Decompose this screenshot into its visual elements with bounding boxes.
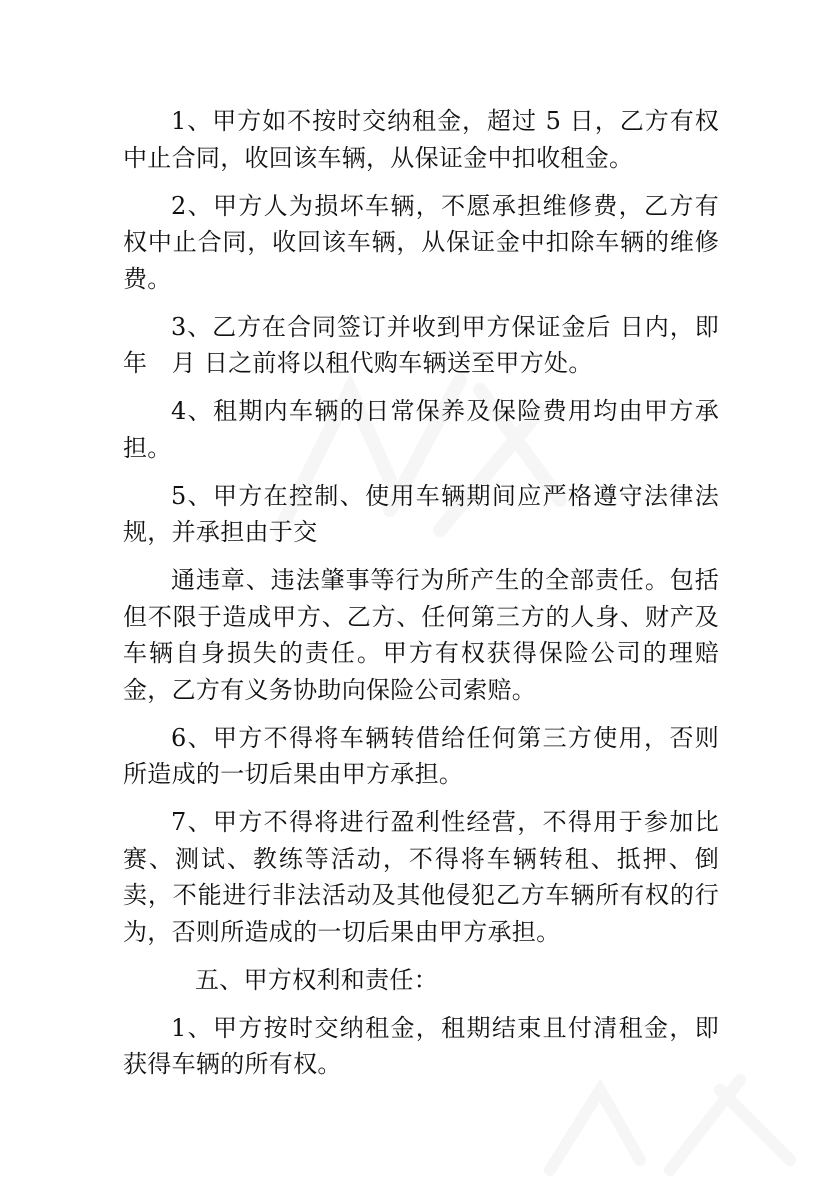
paragraph-clause-7: 7、甲方不得将进行盈利性经营，不得用于参加比赛、测试、教练等活动，不得将车辆转租、抵押、倒卖，不能进行非法活动及其他侵犯乙方车辆所有权的行为，否则所造成的一切后果由甲方承担。 bbox=[123, 808, 719, 946]
paragraph-clause-2: 2、甲方人为损坏车辆，不愿承担维修费，乙方有权中止合同，收回该车辆，从保证金中扣除车辆的维修费。 bbox=[123, 191, 719, 293]
paragraph-clause-5: 5、甲方在控制、使用车辆期间应严格遵守法律法规，并承担由于交 bbox=[123, 481, 719, 546]
paragraph-clause-5-continued: 通违章、违法肇事等行为所产生的全部责任。包括但不限于造成甲方、乙方、任何第三方的人身、财产及车辆自身损失的责任。甲方有权获得保险公司的理赔金，乙方有义务协助向保险公司索赔。 bbox=[123, 566, 719, 704]
paragraph-clause-4: 4、租期内车辆的日常保养及保险费用均由甲方承担。 bbox=[123, 397, 719, 462]
section-heading-party-a-rights: 五、甲方权利和责任： bbox=[195, 965, 438, 994]
paragraph-rights-1: 1、甲方按时交纳租金，租期结束且付清租金，即获得车辆的所有权。 bbox=[123, 1013, 719, 1078]
document-body bbox=[123, 103, 744, 1094]
paragraph-clause-3: 3、乙方在合同签订并收到甲方保证金后 日内，即 年 月 日之前将以租代购车辆送至甲方处。 bbox=[123, 312, 744, 377]
paragraph-clause-1: 1、甲方如不按时交纳租金，超过 5 日，乙方有权中止合同，收回该车辆，从保证金中扣收租金。 bbox=[123, 107, 719, 172]
paragraph-clause-6: 6、甲方不得将车辆转借给任何第三方使用，否则所造成的一切后果由甲方承担。 bbox=[123, 723, 719, 788]
